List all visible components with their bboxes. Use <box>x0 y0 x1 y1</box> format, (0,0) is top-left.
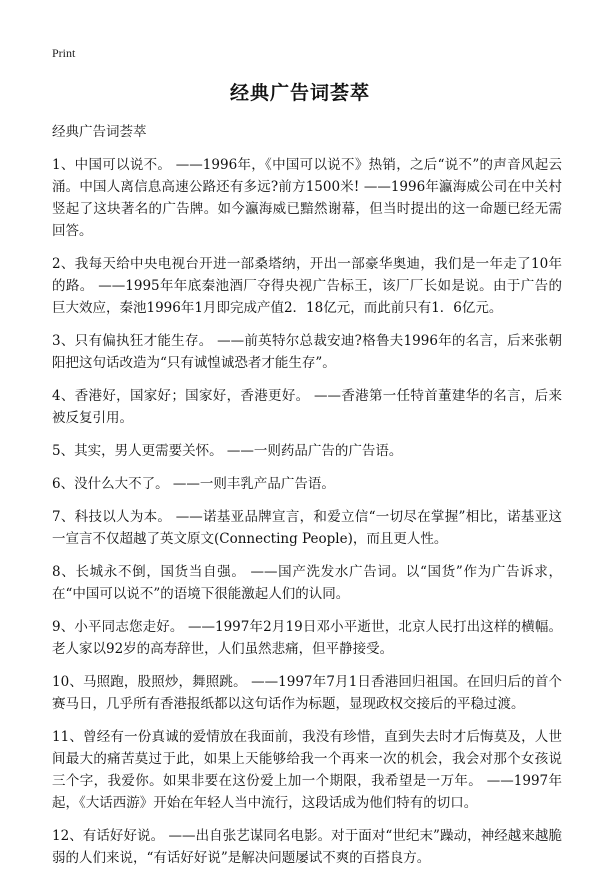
slogan-item-5: 5、其实，男人更需要关怀。 ——一则药品广告的广告语。 <box>52 443 403 459</box>
slogan-item-8: 8、长城永不倒，国货当自强。 ——国产洗发水广告词。以“国货”作为广告诉求，在“中国可以说不”的语境下很能激起人们的认同。 <box>52 564 562 602</box>
slogan-item-4: 4、香港好，国家好；国家好，香港更好。 ——香港第一任特首董建华的名言，后来被反复引用。 <box>52 388 562 426</box>
slogan-item-7: 7、科技以人为本。 ——诺基亚品牌宣言，和爱立信“一切尽在掌握”相比，诺基亚这一宣言不仅超越了英文原文(Connecting People)，而且更人性。 <box>52 509 562 547</box>
page-title: 经典广告词荟萃 <box>229 82 370 104</box>
slogan-item-11: 11、曾经有一份真诚的爱情放在我面前，我没有珍惜，直到失去时才后悔莫及，人世间最大的痛苦莫过于此，如果上天能够给我一个再来一次的机会，我会对那个女孩说三个字，我爱你。如果非要在这份爱上加一个期限，我希望是一万年。 ——1997年起，《大话西游》开始在年轻人当中流行，这段话成为他们特有的切口。 <box>52 729 562 811</box>
article-subtitle: 经典广告词荟萃 <box>52 124 147 140</box>
slogan-item-2: 2、我每天给中央电视台开进一部桑塔纳，开出一部豪华奥迪，我们是一年走了10年的路。 ——1995年年底秦池酒厂夺得央视广告标王，该厂厂长如是说。由于广告的巨大效应，秦池1996年1月即完成产值2．18亿元，而此前只有1．6亿元。 <box>52 256 562 316</box>
print-link[interactable]: Print <box>52 46 76 60</box>
slogan-item-12: 12、有话好好说。 ——出自张艺谋同名电影。对于面对“世纪末”躁动，神经越来越脆弱的人们来说，“有话好好说”是解决问题屡试不爽的百搭良方。 <box>52 828 562 866</box>
slogan-item-6: 6、没什么大不了。 ——一则丰乳产品广告语。 <box>52 476 335 492</box>
article-body <box>52 121 562 880</box>
slogan-item-9: 9、小平同志您走好。 ——1997年2月19日邓小平逝世，北京人民打出这样的横幅。老人家以92岁的高寿辞世，人们虽然悲痛，但平静接受。 <box>52 619 562 657</box>
slogan-item-10: 10、马照跑，股照炒，舞照跳。 ——1997年7月1日香港回归祖国。在回归后的首个赛马日，几乎所有香港报纸都以这句话作为标题，显现政权交接后的平稳过渡。 <box>52 674 562 712</box>
slogan-item-3: 3、只有偏执狂才能生存。 ——前英特尔总裁安迪?格鲁夫1996年的名言，后来张朝阳把这句话改造为“只有诚惶诚恐者才能生存”。 <box>52 333 562 371</box>
slogan-item-1: 1、中国可以说不。 ——1996年，《中国可以说不》热销，之后“说不”的声音风起云涌。中国人离信息高速公路还有多远?前方1500米! ——1996年瀛海威公司在中关村竖起了这块著名的广告牌。如今瀛海威已黯然谢幕，但当时提出的这一命题已经无需回答。 <box>52 157 562 239</box>
